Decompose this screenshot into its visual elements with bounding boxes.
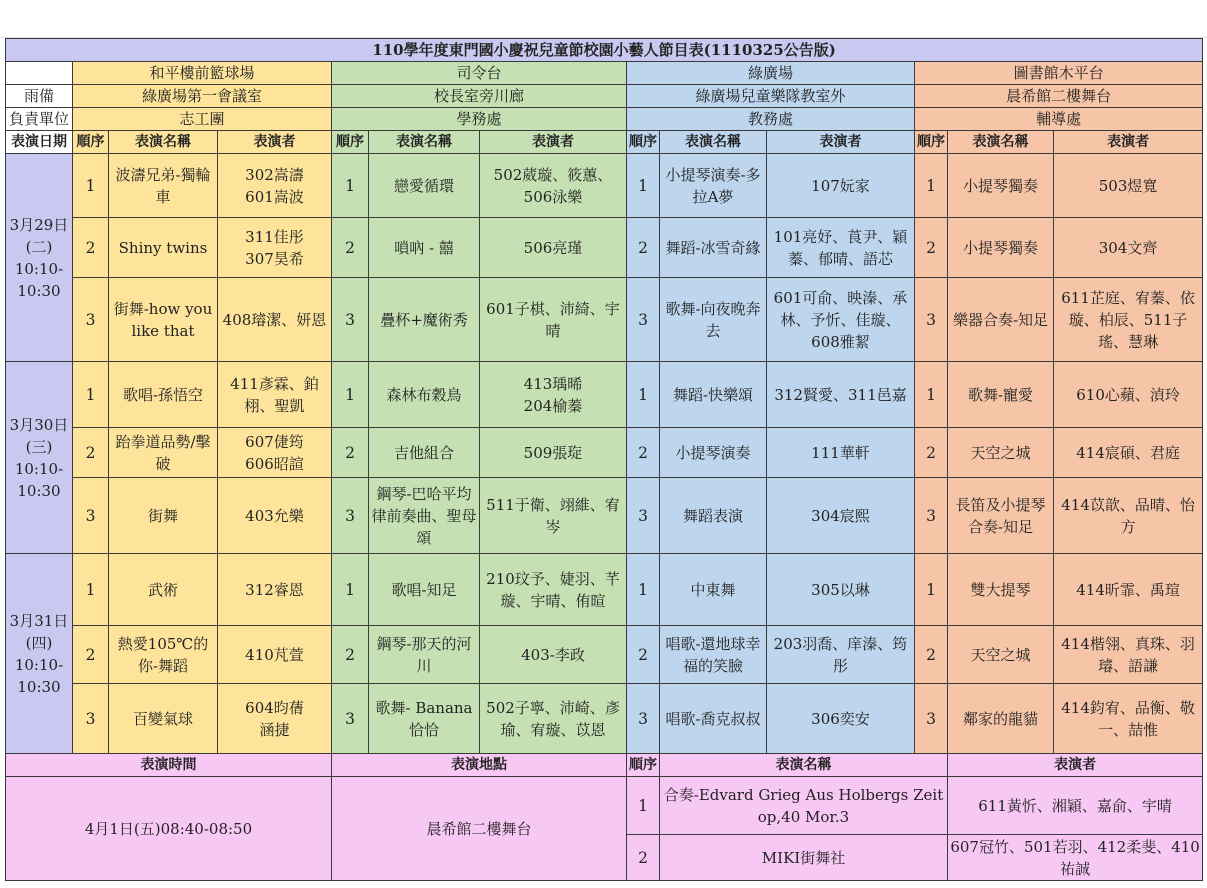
order-cell: 2 (915, 626, 948, 684)
venue-1: 和平樓前籃球場 (73, 62, 332, 85)
venue-corner-cell (6, 62, 73, 85)
program-cell: 鄰家的龍貓 (948, 684, 1054, 754)
program-cell: 歌舞-寵愛 (948, 362, 1054, 428)
order-cell: 1 (73, 362, 109, 428)
order-cell: 3 (627, 278, 660, 362)
performer-cell: 610心蘋、湞玲 (1054, 362, 1203, 428)
final-performer: 607冠竹、501若羽、412柔斐、410祐誠 (948, 835, 1203, 881)
program-cell: 歌唱-知足 (369, 554, 480, 626)
performer-cell: 107妧家 (767, 154, 915, 218)
performer-cell: 502子寧、沛崎、彥瑜、宥璇、苡恩 (480, 684, 627, 754)
venue-3: 綠廣場 (627, 62, 915, 85)
performer-cell: 506亮瑾 (480, 218, 627, 278)
performer-cell: 311佳彤 307昊希 (218, 218, 332, 278)
program-cell: 舞蹈表演 (660, 478, 767, 554)
final-program: 合奏-Edvard Grieg Aus Holbergs Zeit op,40 Mor.3 (660, 777, 948, 835)
performer-cell: 210玟予、婕羽、芊璇、宇晴、侑暄 (480, 554, 627, 626)
final-header-order: 順序 (627, 754, 660, 777)
order-cell: 2 (332, 218, 369, 278)
order-cell: 1 (915, 154, 948, 218)
program-cell: 武術 (109, 554, 218, 626)
weekday-text: (三) (25, 437, 53, 456)
final-order: 1 (627, 777, 660, 835)
performer-cell: 101亮妤、莨尹、穎蓁、郁晴、語芯 (767, 218, 915, 278)
rain-venue-4: 晨希館二樓舞台 (915, 85, 1203, 108)
performer-cell: 502葳璇、筱蕙、506泳樂 (480, 154, 627, 218)
order-cell: 2 (332, 626, 369, 684)
performer-cell: 414昕霏、禹瑄 (1054, 554, 1203, 626)
table-row (6, 278, 1203, 362)
program-cell: 波濤兄弟-獨輪車 (109, 154, 218, 218)
program-cell: 跆拳道品勢/擊破 (109, 428, 218, 478)
program-cell: 百變氣球 (109, 684, 218, 754)
program-cell: 樂器合奏-知足 (948, 278, 1054, 362)
weekday-text: (四) (25, 633, 53, 652)
order-cell: 3 (915, 478, 948, 554)
header-performer: 表演者 (1054, 131, 1203, 154)
program-cell: 歌唱-孫悟空 (109, 362, 218, 428)
final-header-performer: 表演者 (948, 754, 1203, 777)
program-cell: 嗩吶 - 囍 (369, 218, 480, 278)
program-cell: 鋼琴-那天的河川 (369, 626, 480, 684)
performer-cell: 304宸熙 (767, 478, 915, 554)
performer-cell: 413瑀晞 204榆蓁 (480, 362, 627, 428)
performer-cell: 304文齊 (1054, 218, 1203, 278)
program-cell: Shiny twins (109, 218, 218, 278)
performer-cell: 414宸碩、君庭 (1054, 428, 1203, 478)
date-text: 3月31日 (9, 611, 69, 630)
performer-cell: 312賢愛、311邑嘉 (767, 362, 915, 428)
program-cell: 歌舞-向夜晚奔去 (660, 278, 767, 362)
unit-2: 學務處 (332, 108, 627, 131)
final-performer: 611黃忻、湘穎、嘉俞、宇晴 (948, 777, 1203, 835)
header-order: 順序 (627, 131, 660, 154)
final-header-location: 表演地點 (332, 754, 627, 777)
unit-1: 志工團 (73, 108, 332, 131)
day-cell (6, 154, 73, 362)
program-cell: 小提琴演奏 (660, 428, 767, 478)
header-order: 順序 (73, 131, 109, 154)
table-row (6, 626, 1203, 684)
order-cell: 2 (73, 626, 109, 684)
rain-venue-2: 校長室旁川廊 (332, 85, 627, 108)
order-cell: 2 (332, 428, 369, 478)
time-end-text: 10:30 (17, 481, 61, 500)
order-cell: 1 (627, 154, 660, 218)
performer-cell: 411彥霖、鉑栩、聖凱 (218, 362, 332, 428)
unit-3: 教務處 (627, 108, 915, 131)
order-cell: 2 (627, 218, 660, 278)
order-cell: 2 (627, 428, 660, 478)
program-cell: 小提琴獨奏 (948, 218, 1054, 278)
performer-cell: 414苡歆、品晴、怡方 (1054, 478, 1203, 554)
table-row (6, 154, 1203, 218)
order-cell: 2 (915, 428, 948, 478)
rain-venue-1: 綠廣場第一會議室 (73, 85, 332, 108)
order-cell: 1 (332, 154, 369, 218)
program-cell: 歌舞- Banana恰恰 (369, 684, 480, 754)
final-row (6, 777, 1203, 835)
program-cell: 戀愛循環 (369, 154, 480, 218)
final-order: 2 (627, 835, 660, 881)
program-cell: 舞蹈-快樂頌 (660, 362, 767, 428)
order-cell: 1 (915, 554, 948, 626)
order-cell: 3 (332, 684, 369, 754)
program-cell: 森林布穀鳥 (369, 362, 480, 428)
performer-cell: 511于衛、翊維、宥岑 (480, 478, 627, 554)
header-program: 表演名稱 (369, 131, 480, 154)
time-start-text: 10:10- (14, 259, 64, 278)
performer-cell: 611芷庭、宥蓁、依璇、柏辰、511子瑤、慧琳 (1054, 278, 1203, 362)
program-cell: 小提琴獨奏 (948, 154, 1054, 218)
table-row (6, 478, 1203, 554)
order-cell: 3 (627, 478, 660, 554)
program-cell: 舞蹈-冰雪奇緣 (660, 218, 767, 278)
header-performer: 表演者 (480, 131, 627, 154)
performer-cell: 306奕安 (767, 684, 915, 754)
performer-cell: 509張琁 (480, 428, 627, 478)
rain-venue-3: 綠廣場兒童樂隊教室外 (627, 85, 915, 108)
header-program: 表演名稱 (948, 131, 1054, 154)
order-cell: 2 (73, 428, 109, 478)
date-text: 3月30日 (9, 415, 69, 434)
program-cell: 小提琴演奏-多拉A夢 (660, 154, 767, 218)
order-cell: 3 (73, 278, 109, 362)
order-cell: 2 (73, 218, 109, 278)
program-cell: 鋼琴-巴哈平均律前奏曲、聖母頌 (369, 478, 480, 554)
performer-cell: 302嵩濤 601嵩波 (218, 154, 332, 218)
final-header-time: 表演時間 (6, 754, 332, 777)
performer-cell: 403-李政 (480, 626, 627, 684)
order-cell: 3 (73, 684, 109, 754)
program-cell: 唱歌-喬克叔叔 (660, 684, 767, 754)
program-cell: 唱歌-還地球幸福的笑臉 (660, 626, 767, 684)
program-cell: 疊杯+魔術秀 (369, 278, 480, 362)
final-program: MIKI街舞社 (660, 835, 948, 881)
header-program: 表演名稱 (109, 131, 218, 154)
order-cell: 3 (915, 684, 948, 754)
time-end-text: 10:30 (17, 677, 61, 696)
performer-cell: 111華軒 (767, 428, 915, 478)
order-cell: 3 (915, 278, 948, 362)
final-location: 晨希館二樓舞台 (332, 777, 627, 881)
performer-cell: 414楷翎、真珠、羽璿、語謙 (1054, 626, 1203, 684)
order-cell: 1 (332, 362, 369, 428)
performer-cell: 601可俞、映溱、承林、予忻、佳璇、608雅絜 (767, 278, 915, 362)
order-cell: 1 (627, 362, 660, 428)
weekday-text: (二) (25, 237, 53, 256)
performer-cell: 410芃萱 (218, 626, 332, 684)
day-cell (6, 362, 73, 554)
window-top-strip (0, 0, 1207, 38)
program-cell: 天空之城 (948, 428, 1054, 478)
table-row (6, 218, 1203, 278)
schedule-table (5, 38, 1203, 881)
order-cell: 1 (332, 554, 369, 626)
date-text: 3月29日 (9, 215, 69, 234)
order-cell: 2 (915, 218, 948, 278)
performer-cell: 607倢筠 606昭諠 (218, 428, 332, 478)
order-cell: 1 (627, 554, 660, 626)
table-row (6, 684, 1203, 754)
order-cell: 1 (915, 362, 948, 428)
order-cell: 1 (73, 554, 109, 626)
performer-cell: 312睿恩 (218, 554, 332, 626)
final-header-row (6, 754, 1203, 777)
program-cell: 熱愛105℃的你-舞蹈 (109, 626, 218, 684)
time-end-text: 10:30 (17, 281, 61, 300)
program-cell: 雙大提琴 (948, 554, 1054, 626)
program-cell: 街舞-how you like that (109, 278, 218, 362)
order-cell: 2 (627, 626, 660, 684)
performer-cell: 403允樂 (218, 478, 332, 554)
order-cell: 3 (332, 278, 369, 362)
program-cell: 吉他組合 (369, 428, 480, 478)
performer-cell: 305以琳 (767, 554, 915, 626)
rain-label: 雨備 (6, 85, 73, 108)
header-order: 順序 (915, 131, 948, 154)
program-cell: 中東舞 (660, 554, 767, 626)
performer-cell: 414鈞宥、品衡、敬一、喆惟 (1054, 684, 1203, 754)
final-time: 4月1日(五)08:40-08:50 (6, 777, 332, 881)
table-row (6, 554, 1203, 626)
day-cell (6, 554, 73, 754)
time-start-text: 10:10- (14, 655, 64, 674)
program-cell: 街舞 (109, 478, 218, 554)
header-performer: 表演者 (767, 131, 915, 154)
header-date: 表演日期 (6, 131, 73, 154)
program-cell: 天空之城 (948, 626, 1054, 684)
table-row (6, 362, 1203, 428)
table-title: 110學年度東門國小慶祝兒童節校園小藝人節目表(1110325公告版) (6, 39, 1203, 62)
performer-cell: 203羽喬、庠溱、筠彤 (767, 626, 915, 684)
header-performer: 表演者 (218, 131, 332, 154)
time-start-text: 10:10- (14, 459, 64, 478)
performer-cell: 408璿潔、妍恩 (218, 278, 332, 362)
header-order: 順序 (332, 131, 369, 154)
program-cell: 長笛及小提琴合奏-知足 (948, 478, 1054, 554)
performer-cell: 604昀蒨 涵捷 (218, 684, 332, 754)
order-cell: 3 (332, 478, 369, 554)
performer-cell: 601子棋、沛綺、宇晴 (480, 278, 627, 362)
header-program: 表演名稱 (660, 131, 767, 154)
performer-cell: 503煜寬 (1054, 154, 1203, 218)
final-header-program: 表演名稱 (660, 754, 948, 777)
table-row (6, 428, 1203, 478)
venue-4: 圖書館木平台 (915, 62, 1203, 85)
unit-4: 輔導處 (915, 108, 1203, 131)
order-cell: 3 (73, 478, 109, 554)
unit-label: 負責單位 (6, 108, 73, 131)
order-cell: 3 (627, 684, 660, 754)
venue-2: 司令台 (332, 62, 627, 85)
order-cell: 1 (73, 154, 109, 218)
